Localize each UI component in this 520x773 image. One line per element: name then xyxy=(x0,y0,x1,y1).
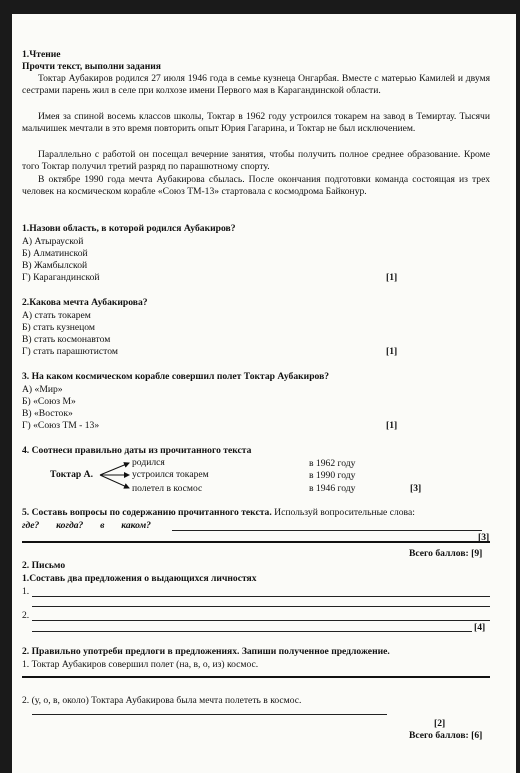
q3-option: Б) «Союз М» xyxy=(22,396,76,407)
arrow-to-born xyxy=(100,463,129,475)
task2-title: 2. Правильно употреби предлоги в предложениях. Запиши полученное предложение. xyxy=(22,646,390,657)
q4-mark: [3] xyxy=(410,483,422,494)
q4-right-item: в 1946 году xyxy=(309,483,356,494)
q2-title: 2.Какова мечта Аубакирова? xyxy=(22,297,148,308)
paragraph-3: Параллельно с работой он посещал вечерние занятия, чтобы получить полное среднее образование. Кроме того Токтар получил третий разряд по парашютному спорту. xyxy=(22,149,490,172)
q2-option: В) стать космонавтом xyxy=(22,334,111,345)
q2-option: А) стать токарем xyxy=(22,310,91,321)
q5-line xyxy=(22,507,415,518)
q5-mark: [3] xyxy=(478,532,490,543)
q1-option: Б) Алматинской xyxy=(22,248,88,259)
q5-word: каком? xyxy=(121,520,151,531)
q4-left-item: устроился токарем xyxy=(132,469,209,480)
arrow-to-space xyxy=(100,475,129,488)
q3-option: А) «Мир» xyxy=(22,384,63,395)
answer-line-2[interactable] xyxy=(32,620,490,621)
q1-option: А) Атырауской xyxy=(22,236,84,247)
q5-instruction: Используй вопросительные слова: xyxy=(274,507,415,518)
q4-title: 4. Соотнеси правильно даты из прочитанного текста xyxy=(22,445,252,456)
line-label-2: 2. xyxy=(22,610,30,621)
answer-line-1b[interactable] xyxy=(32,606,490,607)
section-heading-writing: 2. Письмо xyxy=(22,560,66,571)
task2-sentence-2: 2. (у, о, в, около) Токтара Аубакирова была мечта полететь в космос. xyxy=(22,695,302,706)
q5-word: когда? xyxy=(56,520,84,531)
line-label-1: 1. xyxy=(22,586,30,597)
paragraph-4: В октябре 1990 года мечта Аубакирова сбылась. После окончания подготовки команда состоящая из трех человек на космическом корабле «Союз ТМ-13» стартовала с космодрома Байконур. xyxy=(22,174,490,197)
q2-mark: [1] xyxy=(386,346,398,357)
q5-answer-line[interactable] xyxy=(172,530,482,531)
q5-word: где? xyxy=(22,520,40,531)
q5-title: 5. Составь вопросы по содержанию прочитанного текста. xyxy=(22,507,272,518)
total-score-2: Всего баллов: [6] xyxy=(409,730,483,741)
task2-answer-line-1[interactable] xyxy=(22,676,490,678)
task1-mark: [4] xyxy=(474,622,486,633)
q4-left-item: полетел в космос xyxy=(132,483,203,494)
paragraph-2: Имея за спиной восемь классов школы, Токтар в 1962 году устроился токарем на завод в Темиртау. Тысячи мальчишек мечтали в это время повторить опыт Юрия Гагарина, и Токтар не был исключением. xyxy=(22,111,490,134)
worksheet-page xyxy=(12,14,516,773)
section-heading-reading: 1.Чтение xyxy=(22,49,61,60)
q3-mark: [1] xyxy=(386,420,398,431)
task2-answer-line-2[interactable] xyxy=(32,714,387,715)
reading-task: Прочти текст, выполни задания xyxy=(22,61,161,72)
q3-title: 3. На каком космическом корабле совершил полет Токтар Аубакиров? xyxy=(22,371,330,382)
q3-option: Г) «Союз ТМ - 13» xyxy=(22,420,100,431)
q1-title: 1.Назови область, в которой родился Аубакиров? xyxy=(22,223,236,234)
q5-answer-line[interactable] xyxy=(22,541,490,543)
q3-option: В) «Восток» xyxy=(22,408,73,419)
q2-option: Г) стать парашютистом xyxy=(22,346,118,357)
task2-mark: [2] xyxy=(434,718,446,729)
answer-line-1[interactable] xyxy=(32,596,490,597)
q1-mark: [1] xyxy=(386,272,398,283)
answer-line-2b[interactable] xyxy=(32,631,472,632)
q4-right-item: в 1962 году xyxy=(309,458,356,469)
q4-subject: Токтар А. xyxy=(50,469,93,480)
q5-word: в xyxy=(100,520,105,531)
q1-option: Г) Карагандинской xyxy=(22,272,100,283)
q4-right-item: в 1990 году xyxy=(309,470,356,481)
total-score-1: Всего баллов: [9] xyxy=(409,548,483,559)
q2-option: Б) стать кузнецом xyxy=(22,322,95,333)
task1-title: 1.Составь два предложения о выдающихся личностях xyxy=(22,573,257,584)
q1-option: В) Жамбылской xyxy=(22,260,88,271)
task2-sentence-1: 1. Токтар Аубакиров совершил полет (на, в, о, из) космос. xyxy=(22,659,259,670)
q4-left-item: родился xyxy=(132,457,165,468)
q5-question-words xyxy=(22,520,151,531)
paragraph-1: Токтар Аубакиров родился 27 июля 1946 года в семье кузнеца Онгарбая. Вместе с матерью Камилей и двумя сестрами парень жил в селе при колхозе имени Первого мая в Карагандинской области. xyxy=(22,73,490,96)
